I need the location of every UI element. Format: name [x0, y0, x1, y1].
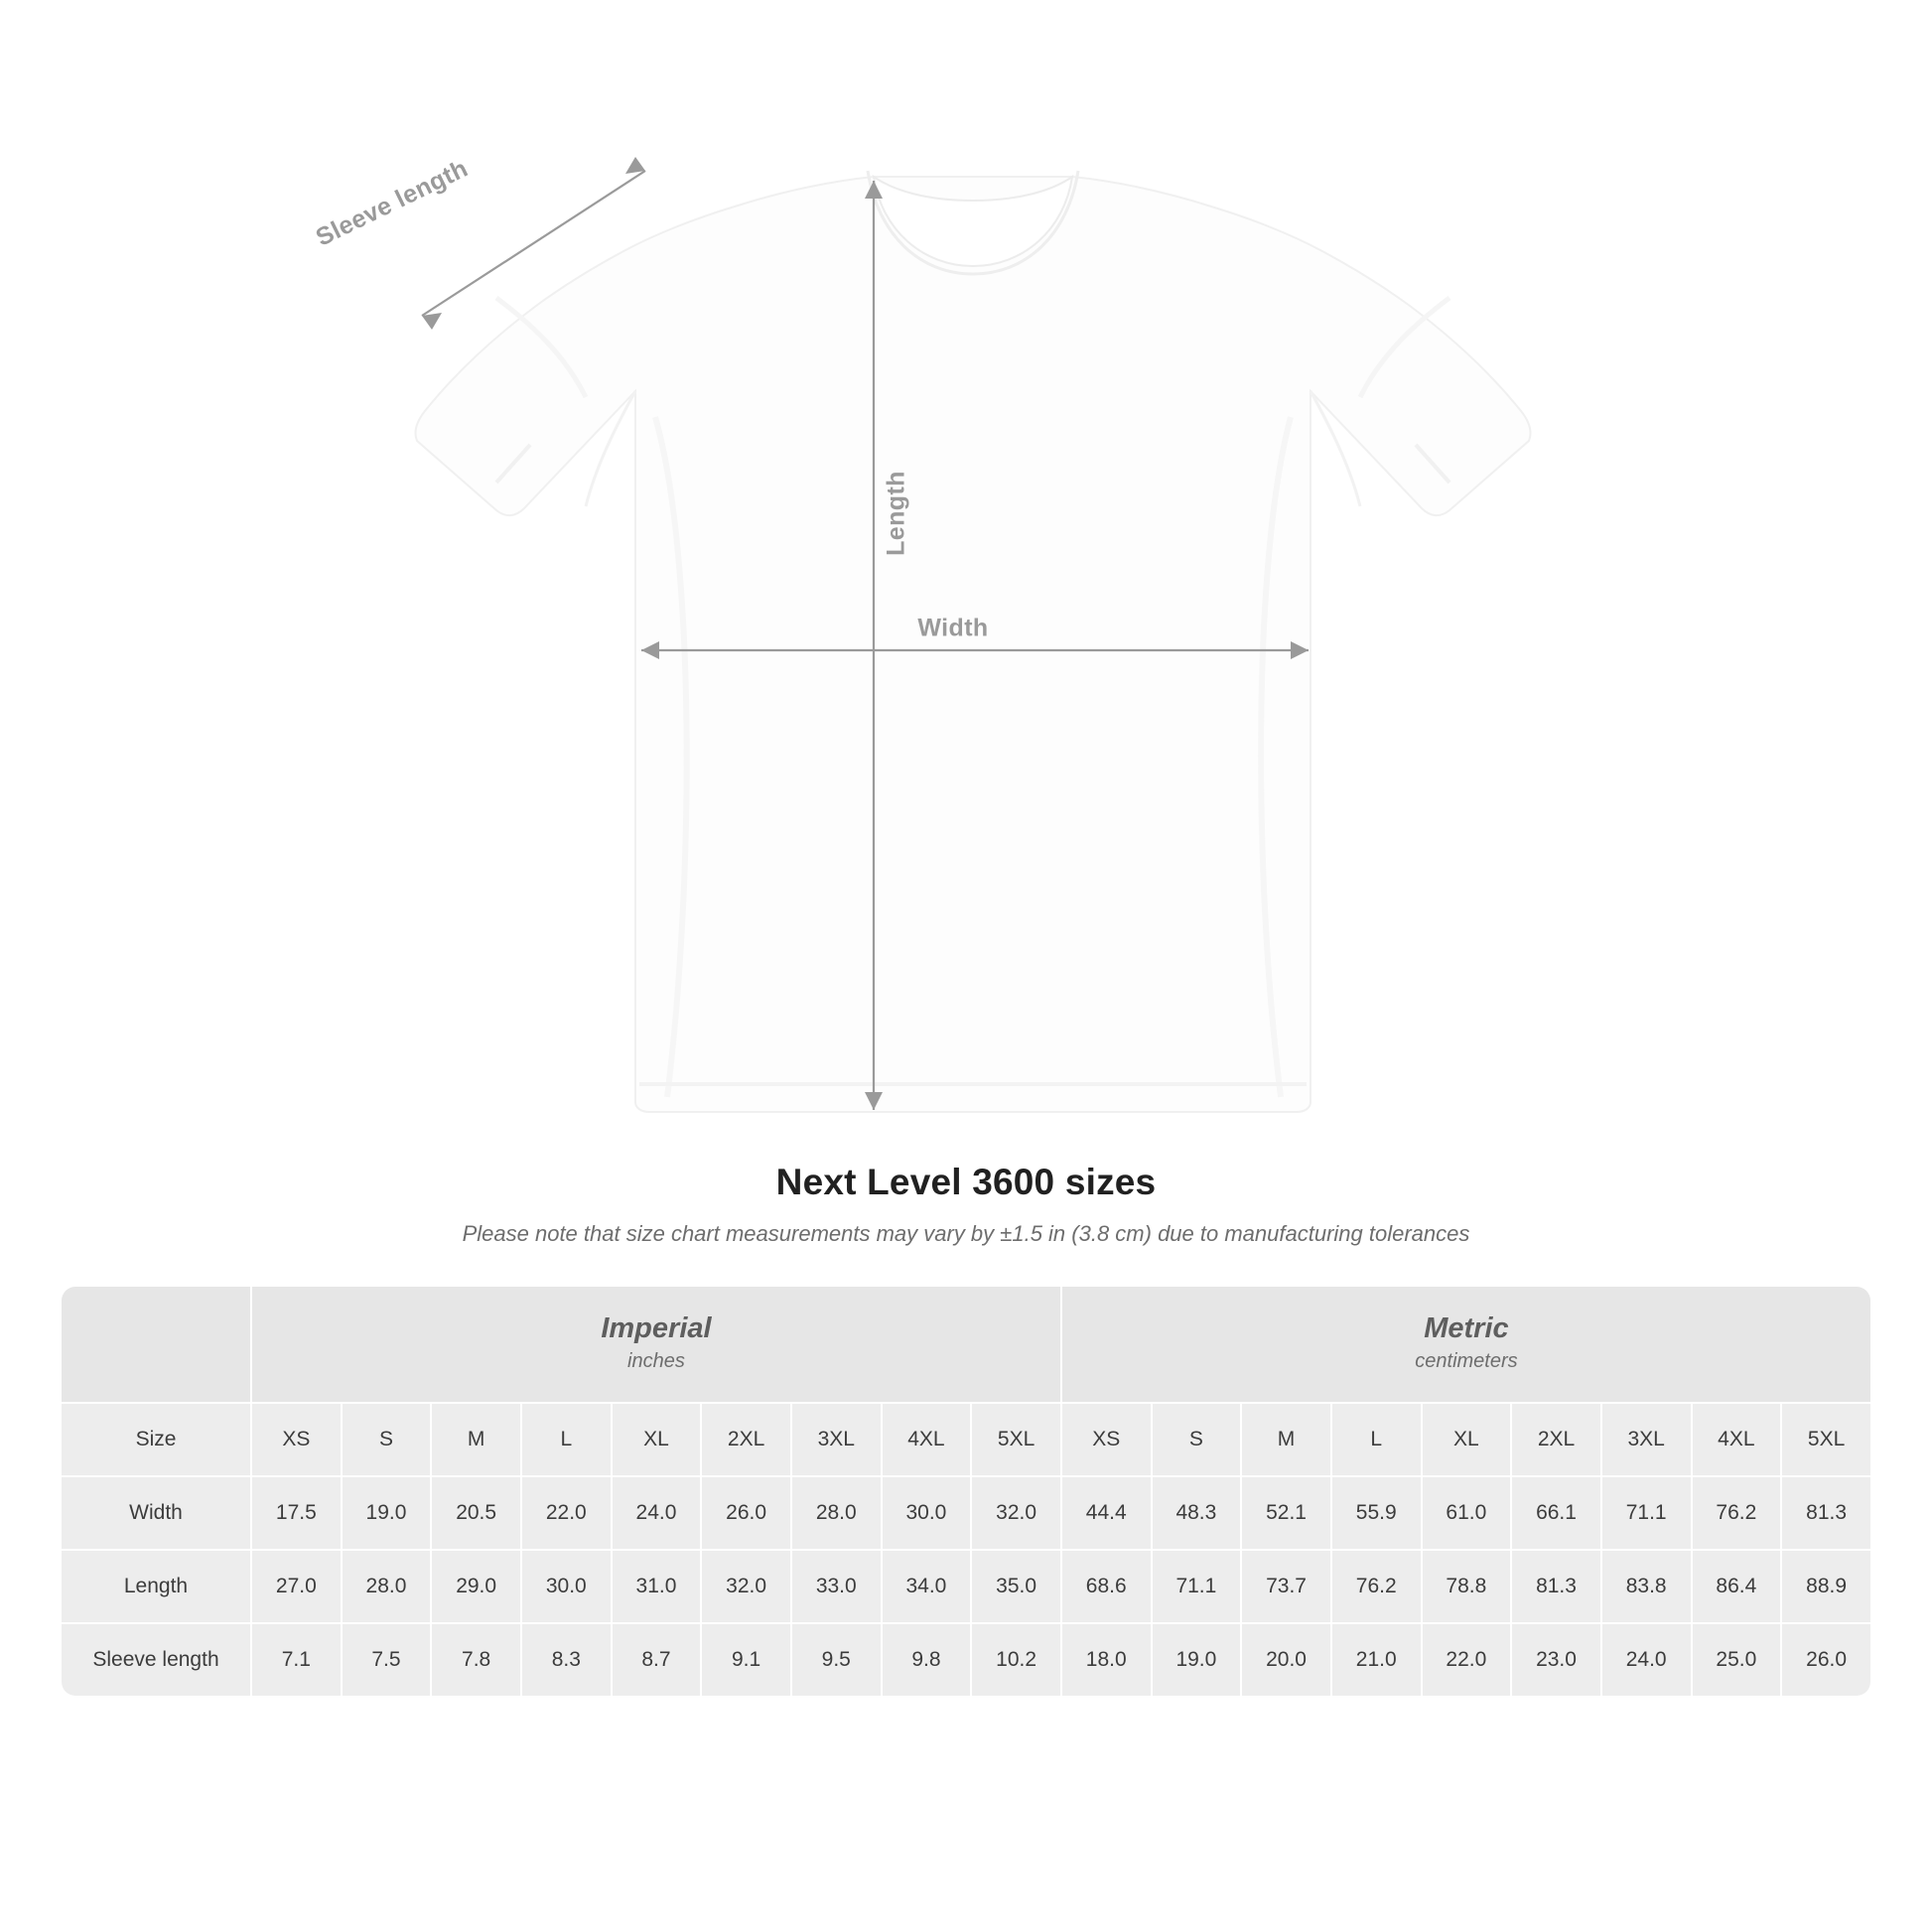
cell-length-imperial-5xl: 35.0: [972, 1551, 1060, 1622]
cell-sleeve-length-metric-l: 21.0: [1332, 1624, 1421, 1696]
cell-sleeve-length-metric-3xl: 24.0: [1602, 1624, 1691, 1696]
cell-width-imperial-3xl: 28.0: [792, 1477, 881, 1549]
cell-length-imperial-m: 29.0: [432, 1551, 520, 1622]
cell-sleeve-length-metric-xl: 22.0: [1423, 1624, 1511, 1696]
cell-sleeve-length-imperial-s: 7.5: [343, 1624, 431, 1696]
cell-sleeve-length-metric-s: 19.0: [1153, 1624, 1241, 1696]
table-row: [62, 1551, 1870, 1622]
unit-group-header-imperial: [252, 1287, 1060, 1402]
cell-length-metric-3xl: 83.8: [1602, 1551, 1691, 1622]
size-column-header-metric-5xl: 5XL: [1782, 1404, 1870, 1475]
cell-width-metric-4xl: 76.2: [1693, 1477, 1781, 1549]
size-column-header-metric-l: L: [1332, 1404, 1421, 1475]
cell-sleeve-length-imperial-l: 8.3: [522, 1624, 611, 1696]
unit-group-name: Imperial: [601, 1312, 712, 1345]
cell-sleeve-length-metric-xs: 18.0: [1062, 1624, 1151, 1696]
size-column-header-metric-xl: XL: [1423, 1404, 1511, 1475]
cell-width-metric-m: 52.1: [1242, 1477, 1330, 1549]
cell-length-imperial-4xl: 34.0: [883, 1551, 971, 1622]
size-column-header-imperial-m: M: [432, 1404, 520, 1475]
cell-sleeve-length-imperial-2xl: 9.1: [702, 1624, 790, 1696]
size-table-wrapper: [60, 1285, 1872, 1698]
cell-length-metric-m: 73.7: [1242, 1551, 1330, 1622]
cell-width-imperial-m: 20.5: [432, 1477, 520, 1549]
cell-width-metric-2xl: 66.1: [1512, 1477, 1600, 1549]
size-column-header-imperial-3xl: 3XL: [792, 1404, 881, 1475]
cell-length-imperial-l: 30.0: [522, 1551, 611, 1622]
cell-length-imperial-s: 28.0: [343, 1551, 431, 1622]
table-row: [62, 1624, 1870, 1696]
size-column-header-imperial-5xl: 5XL: [972, 1404, 1060, 1475]
row-header-length: Length: [62, 1551, 250, 1622]
size-column-header-imperial-2xl: 2XL: [702, 1404, 790, 1475]
unit-group-name: Metric: [1424, 1312, 1509, 1345]
cell-length-imperial-xs: 27.0: [252, 1551, 341, 1622]
cell-length-metric-l: 76.2: [1332, 1551, 1421, 1622]
cell-sleeve-length-metric-5xl: 26.0: [1782, 1624, 1870, 1696]
cell-width-imperial-5xl: 32.0: [972, 1477, 1060, 1549]
cell-length-metric-xs: 68.6: [1062, 1551, 1151, 1622]
cell-width-metric-3xl: 71.1: [1602, 1477, 1691, 1549]
cell-width-imperial-xs: 17.5: [252, 1477, 341, 1549]
cell-sleeve-length-metric-m: 20.0: [1242, 1624, 1330, 1696]
cell-length-imperial-2xl: 32.0: [702, 1551, 790, 1622]
table-corner-cell: [62, 1287, 250, 1402]
cell-width-imperial-xl: 24.0: [613, 1477, 701, 1549]
size-column-header-metric-s: S: [1153, 1404, 1241, 1475]
table-row: [62, 1477, 1870, 1549]
size-table: [60, 1285, 1872, 1698]
size-column-header-imperial-l: L: [522, 1404, 611, 1475]
title-block: [0, 1162, 1932, 1247]
cell-sleeve-length-imperial-5xl: 10.2: [972, 1624, 1060, 1696]
cell-sleeve-length-imperial-m: 7.8: [432, 1624, 520, 1696]
cell-length-imperial-3xl: 33.0: [792, 1551, 881, 1622]
unit-group-subtitle: centimeters: [1415, 1349, 1518, 1372]
unit-header-row: [62, 1287, 1870, 1402]
page-title: Next Level 3600 sizes: [775, 1162, 1157, 1202]
size-column-header-metric-m: M: [1242, 1404, 1330, 1475]
cell-length-metric-s: 71.1: [1153, 1551, 1241, 1622]
cell-width-metric-xl: 61.0: [1423, 1477, 1511, 1549]
size-column-header-imperial-xs: XS: [252, 1404, 341, 1475]
tolerance-note: Please note that size chart measurements may vary by ±1.5 in (3.8 cm) due to manufacturing tolerances: [462, 1221, 1470, 1246]
width-label: Width: [917, 614, 989, 642]
cell-sleeve-length-metric-4xl: 25.0: [1693, 1624, 1781, 1696]
cell-sleeve-length-imperial-4xl: 9.8: [883, 1624, 971, 1696]
unit-group-header-metric: [1062, 1287, 1870, 1402]
cell-width-imperial-2xl: 26.0: [702, 1477, 790, 1549]
length-label: Length: [882, 471, 910, 556]
cell-width-metric-s: 48.3: [1153, 1477, 1241, 1549]
cell-sleeve-length-metric-2xl: 23.0: [1512, 1624, 1600, 1696]
cell-length-imperial-xl: 31.0: [613, 1551, 701, 1622]
cell-length-metric-2xl: 81.3: [1512, 1551, 1600, 1622]
cell-length-metric-5xl: 88.9: [1782, 1551, 1870, 1622]
size-column-header-metric-2xl: 2XL: [1512, 1404, 1600, 1475]
size-header-row: [62, 1404, 1870, 1475]
size-column-header-metric-3xl: 3XL: [1602, 1404, 1691, 1475]
size-column-header-metric-xs: XS: [1062, 1404, 1151, 1475]
cell-width-metric-xs: 44.4: [1062, 1477, 1151, 1549]
cell-width-imperial-l: 22.0: [522, 1477, 611, 1549]
unit-group-subtitle: inches: [627, 1349, 685, 1372]
size-column-header-metric-4xl: 4XL: [1693, 1404, 1781, 1475]
size-column-header: Size: [62, 1404, 250, 1475]
cell-sleeve-length-imperial-3xl: 9.5: [792, 1624, 881, 1696]
cell-sleeve-length-imperial-xs: 7.1: [252, 1624, 341, 1696]
cell-width-imperial-s: 19.0: [343, 1477, 431, 1549]
cell-length-metric-4xl: 86.4: [1693, 1551, 1781, 1622]
size-column-header-imperial-4xl: 4XL: [883, 1404, 971, 1475]
size-column-header-imperial-s: S: [343, 1404, 431, 1475]
cell-sleeve-length-imperial-xl: 8.7: [613, 1624, 701, 1696]
cell-width-metric-5xl: 81.3: [1782, 1477, 1870, 1549]
cell-length-metric-xl: 78.8: [1423, 1551, 1511, 1622]
size-column-header-imperial-xl: XL: [613, 1404, 701, 1475]
cell-width-metric-l: 55.9: [1332, 1477, 1421, 1549]
row-header-sleeve-length: Sleeve length: [62, 1624, 250, 1696]
row-header-width: Width: [62, 1477, 250, 1549]
sleeve-length-label: Sleeve length: [311, 154, 473, 252]
cell-width-imperial-4xl: 30.0: [883, 1477, 971, 1549]
